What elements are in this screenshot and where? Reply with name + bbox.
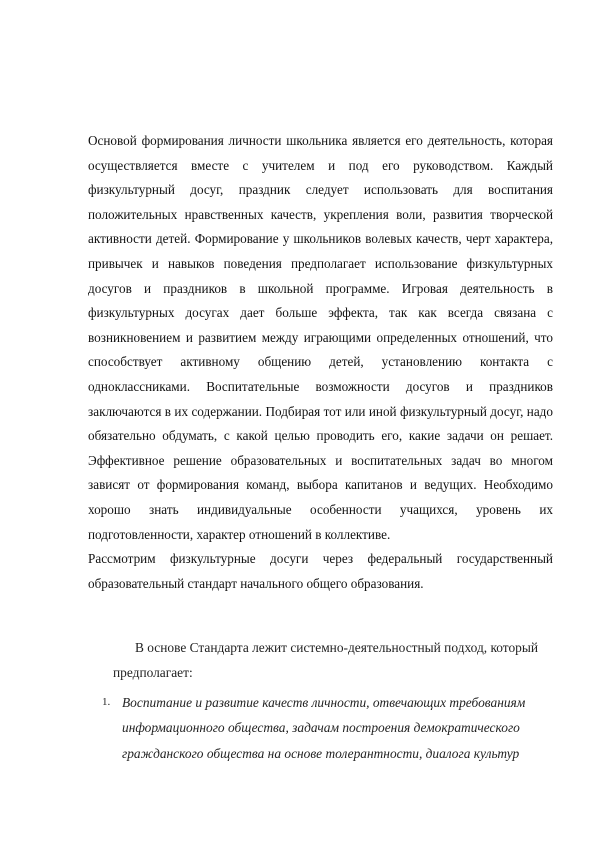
list-item-text: Воспитание и развитие качеств личности, отвечающих требованиям информационного общества, задачам построения демократического гражданского общества на основе толерантности, диалога культур xyxy=(122,694,526,761)
list-item-number: 1. xyxy=(102,695,111,708)
list-item xyxy=(102,690,555,767)
standard-section xyxy=(102,636,555,766)
paragraph-fgos: Рассмотрим физкультурные досуги через федеральный государственный образовательный стандарт начального общего образования. xyxy=(88,551,553,591)
standard-intro: В основе Стандарта лежит системно-деятельностный подход, который предполагает: xyxy=(113,640,539,680)
document-body xyxy=(88,129,553,596)
numbered-list xyxy=(102,690,555,767)
paragraph-formation: Основой формирования личности школьника является его деятельность, которая осуществляется вместе с учителем и под его руководством. Каждый физкультурный досуг, праздник следует использовать для воспитания положительных нравственных качеств, укрепления воли, развития творческой активности детей. Формирование у школьников волевых качеств, черт характера, привычек и навыков поведения предполагает использование физкультурных досугов и праздников в школьной программе. Игровая деятельность в физкультурных досугах дает больше эффекта, так как всегда связана с возникновением и развитием между играющими определенных отношений, что способствует активному общению детей, установлению контакта с одноклассниками. Воспитательные возможности досугов и праздников заключаются в их содержании. Подбирая тот или иной физкультурный досуг, надо обязательно обдумать, с какой целью проводить его, какие задачи он решает. Эффективное решение образовательных и воспитательных задач во многом зависят от формирования команд, выбора капитанов и ведущих. Необходимо хорошо знать индивидуальные особенности учащихся, уровень их подготовленности, характер отношений в коллективе. xyxy=(88,133,553,542)
